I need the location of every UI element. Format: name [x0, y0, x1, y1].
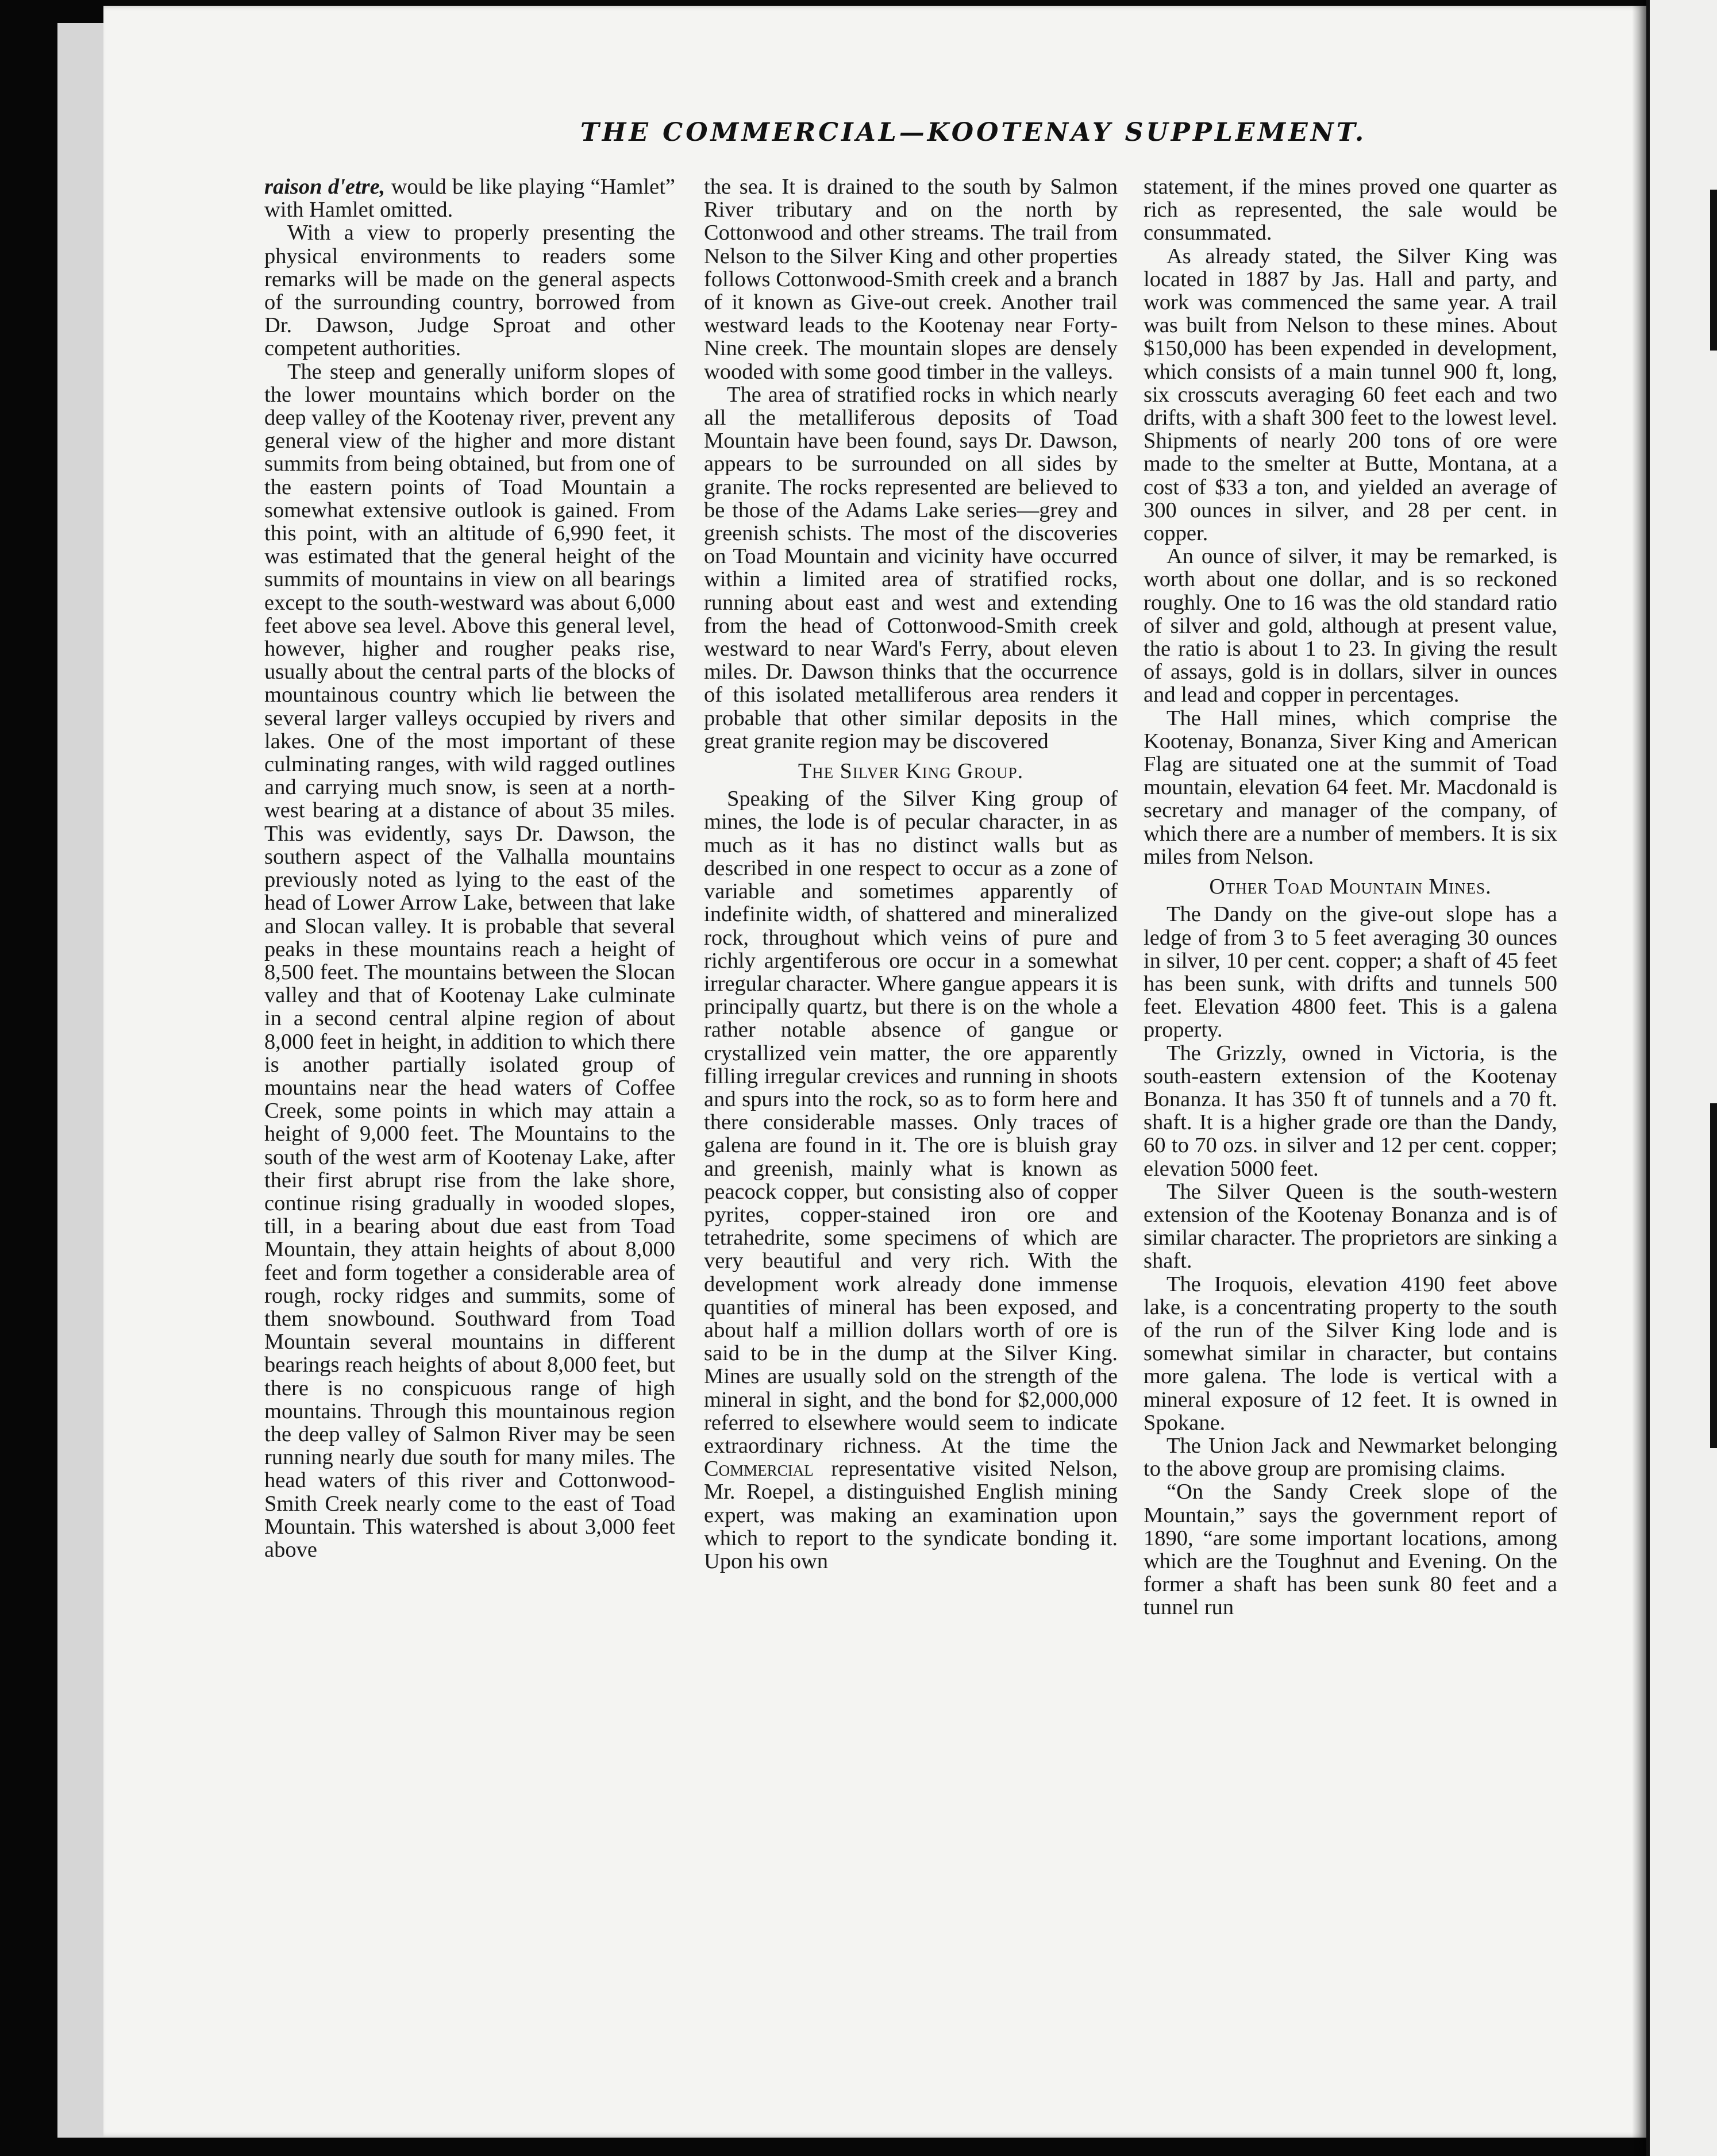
column-3 — [1144, 175, 1557, 2118]
adjacent-page-edge — [1646, 0, 1717, 2156]
italic-lead: raison d'etre, — [264, 175, 386, 199]
paragraph: The Hall mines, which comprise the Kootenay, Bonanza, Siver King and American Flag are situated one at the summit of Toad mountain, elevation 64 feet. Mr. Macdonald is secretary and manager of the company, of which there are a number of members. It is six miles from Nelson. — [1144, 706, 1557, 869]
paragraph: the sea. It is drained to the south by Salmon River tributary and on the north by Cottonwood and other streams. The trail from Nelson to the Silver King and other properties follows Cottonwood-Smith creek and a branch of it known as Give-out creek. Another trail westward leads to the Kootenay near Forty-Nine creek. The mountain slopes are densely wooded with some good timber in the valleys. — [704, 175, 1118, 384]
column-2 — [704, 175, 1118, 2118]
section-heading: Other Toad Mountain Mines. — [1209, 875, 1492, 899]
paragraph-text: Speaking of the Silver King group of mines, the lode is of pecular character, in as much as it has no distinct walls but as described in one respect to occur as a zone of variable and sometimes apparently of indefinite width, of shattered and mineralized rock, throughout which veins of pure and richly argentiferous ore occur in a somewhat irregular character. Where gangue appears it is principally quartz, but there is on the whole a rather notable absence of gangue or crystallized vein matter, the ore apparently filling irregular crevices and running in shoots and spurs into the rock, so as to form here and there considerable masses. Only traces of galena are found in it. The ore is bluish gray and greenish, mainly what is known as peacock copper, but consisting also of copper pyrites, copper-stained iron ore and tetrahedrite, some specimens of which are very beautiful and very rich. With the development work already done immense quantities of mineral has been exposed, and about half a million dollars worth of ore is said to be in the dump at the Silver King. Mines are usually sold on the strength of the mineral in sight, and the bond for $2,000,000 referred to elsewhere would seem to indicate extraordinary richness. At the time the — [704, 787, 1118, 1458]
paragraph: As already stated, the Silver King was located in 1887 by Jas. Hall and party, and work was commenced the same year. A trail was built from Nelson to these mines. About $150,000 has been expended in development, which consists of a main tunnel 900 ft, long, six crosscuts averaging 60 feet each and two drifts, with a shaft 300 feet to the lowest level. Shipments of nearly 200 tons of ore were made to the smelter at Butte, Montana, at a cost of $33 a ton, and yielded an average of 300 ounces in silver, and 28 per cent. in copper. — [1144, 244, 1557, 546]
paragraph: “On the Sandy Creek slope of the Mountain,” says the government report of 1890, “are some important locations, among which are the Toughnut and Evening. On the former a shaft has been sunk 80 feet and a tunnel run — [1144, 1480, 1557, 1620]
paragraph: The Iroquois, elevation 4190 feet above lake, is a concentrating property to the south of the run of the Silver King lode and is somewhat similar in character, but contains more galena. The lode is vertical with a mineral exposure of 12 feet. It is owned in Spokane. — [1144, 1272, 1557, 1435]
paragraph — [264, 175, 675, 221]
column-1 — [264, 175, 675, 2118]
paragraph: The Silver Queen is the south-western extension of the Kootenay Bonanza and is of similar character. The proprietors are sinking a shaft. — [1144, 1179, 1557, 1273]
paragraph: statement, if the mines proved one quarter as rich as represented, the sale would be consummated. — [1144, 175, 1557, 245]
paragraph-text: would be like playing “Hamlet” with Hamlet omitted. — [264, 175, 675, 222]
paragraph: The steep and generally uniform slopes of the lower mountains which border on the deep valley of the Kootenay river, prevent any general view of the higher and more distant summits from being obtained, but from one of the eastern points of Toad Mountain a somewhat extensive outlook is gained. From this point, with an altitude of 6,990 feet, it was estimated that the general height of the summits of mountains in view on all bearings except to the south-westward was about 6,000 feet above sea level. Above this general level, however, higher and rougher peaks rise, usually about the central parts of the blocks of mountainous country which lie between the several larger valleys occupied by rivers and lakes. One of the most important of these culminating ranges, with wild ragged outlines and carrying much snow, is seen at a north-west bearing at a distance of about 35 miles. This was evidently, says Dr. Dawson, the southern aspect of the Valhalla mountains previously noted as lying to the east of the head of Lower Arrow Lake, between that lake and Slocan valley. It is probable that several peaks in these mountains reach a height of 8,500 feet. The mountains between the Slocan valley and that of Kootenay Lake culminate in a second central alpine region of about 8,000 feet in height, in addition to which there is another partially isolated group of mountains near the head waters of Coffee Creek, some points in which may attain a height of 9,000 feet. The Mountains to the south of the west arm of Kootenay Lake, after their first abrupt rise from the lake shore, continue rising gradually in wooded slopes, till, in a bearing about due east from Toad Mountain, they attain heights of about 8,000 feet and form together a considerable area of rough, rocky ridges and summits, some of them snowbound. Southward from Toad Mountain several mountains in different bearings reach heights of about 8,000 feet, but there is no conspicuous range of high mountains. Through this mountainous region the deep valley of Salmon River may be seen running nearly due south for many miles. The head waters of this river and Cottonwood-Smith Creek nearly come to the east of Toad Mountain. This watershed is about 3,000 feet above — [264, 359, 675, 1562]
section-heading: The Silver King Group. — [798, 759, 1024, 784]
edge-mark — [1710, 190, 1717, 351]
paragraph: With a view to properly presenting the physical environments to readers some remarks will be made on the general aspects of the surrounding country, borrowed from Dr. Dawson, Judge Sproat and other competent authorities. — [264, 221, 675, 361]
paragraph: The area of stratified rocks in which nearly all the metalliferous deposits of Toad Mountain have been found, says Dr. Dawson, appears to be surrounded on all sides by granite. The rocks represented are believed to be those of the Adams Lake series—grey and greenish schists. The most of the discoveries on Toad Mountain and vicinity have occurred within a limited area of stratified rocks, running about east and west and extending from the head of Cottonwood-Smith creek westward to near Ward's Ferry, about eleven miles. Dr. Dawson thinks that the occurrence of this isolated metalliferous area renders it probable that other similar deposits in the great granite region may be discovered — [704, 382, 1118, 753]
page-header: THE COMMERCIAL—KOOTENAY SUPPLEMENT. — [580, 118, 1367, 147]
paragraph: The Union Jack and Newmarket belonging to the above group are promising claims. — [1144, 1433, 1557, 1481]
paragraph: The Dandy on the give-out slope has a ledge of from 3 to 5 feet averaging 30 ounces in silver, 10 per cent. copper; a shaft of 45 feet has been sunk, with drifts and tunnels 500 feet. Elevation 4800 feet. This is a galena property. — [1144, 902, 1557, 1042]
paragraph-text: representative visited Nelson, Mr. Roepel, a distinguished English mining expert, was making an examination upon which to report to the syndicate bonding it. Upon his own — [704, 1457, 1118, 1573]
paragraph: An ounce of silver, it may be remarked, is worth about one dollar, and is so reckoned roughly. One to 16 was the old standard ratio of silver and gold, although at present value, the ratio is about 1 to 23. In giving the result of assays, gold is in dollars, silver in ounces and lead and copper in percentages. — [1144, 544, 1557, 707]
paragraph: The Grizzly, owned in Victoria, is the south-eastern extension of the Kootenay Bonanza. It has 350 ft of tunnels and a 70 ft. shaft. It is a higher grade ore than the Dandy, 60 to 70 ozs. in silver and 12 per cent. copper; elevation 5000 feet. — [1144, 1041, 1557, 1181]
edge-mark — [1710, 1103, 1717, 1448]
gutter-shadow — [1632, 0, 1648, 2156]
small-caps-word: Commercial — [704, 1457, 814, 1481]
paragraph — [704, 787, 1118, 1573]
